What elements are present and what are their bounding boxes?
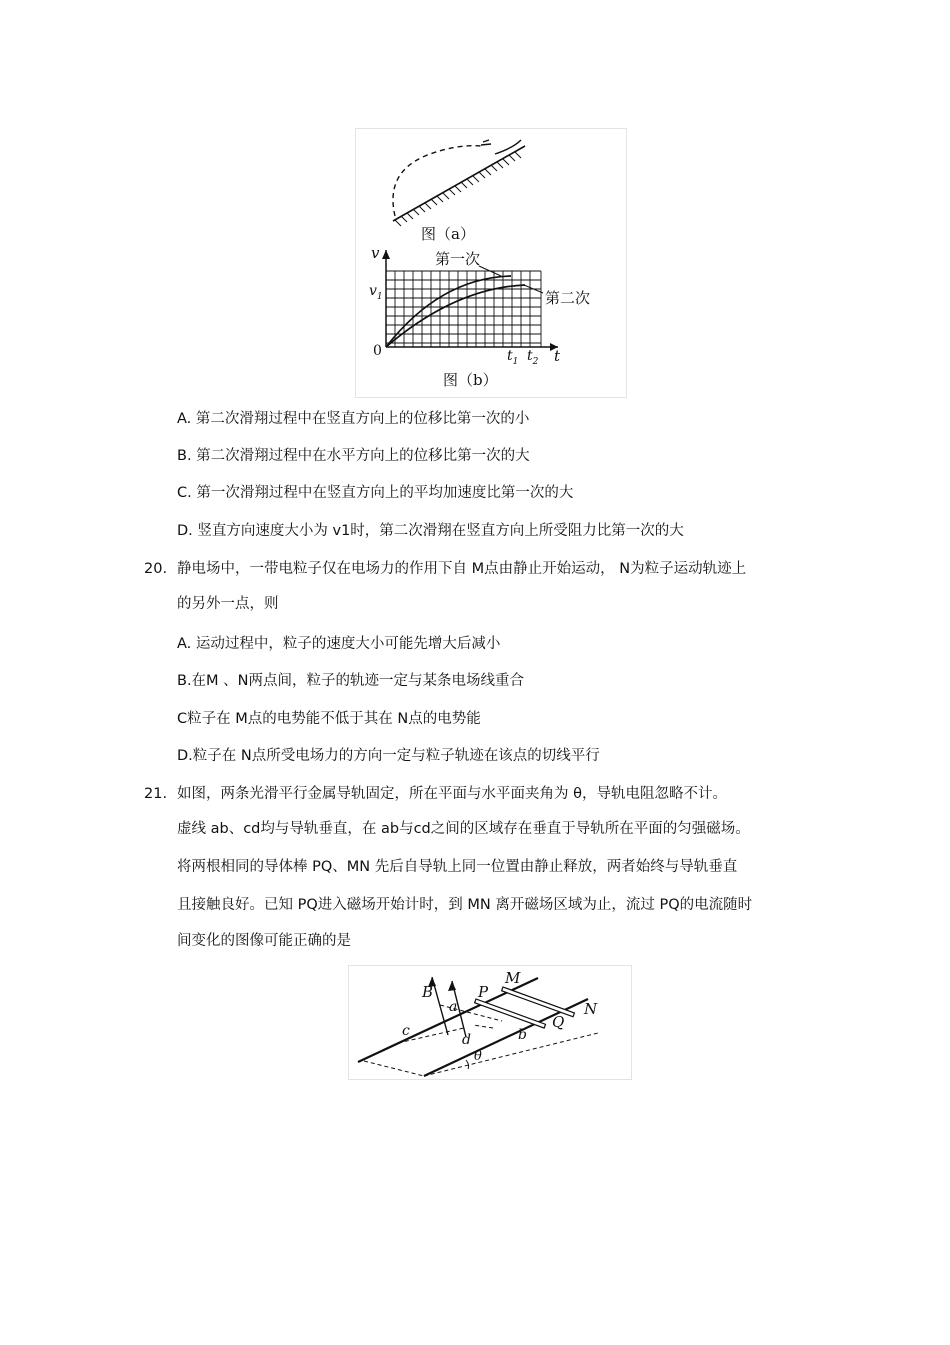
label-d: d xyxy=(462,1032,471,1048)
q19-option-b: B. 第二次滑翔过程中在水平方向上的位移比第一次的大 xyxy=(177,448,530,464)
q20-stem-line1: 静电场中，一带电粒子仅在电场力的作用下自 M点由静止开始运动， N为粒子运动轨迹上 xyxy=(177,561,747,577)
q20-option-d: D.粒子在 N点所受电场力的方向一定与粒子轨迹在该点的切线平行 xyxy=(177,748,600,764)
figure-rails-svg xyxy=(348,965,632,1080)
label-b-field: B xyxy=(422,983,434,1001)
label-a: a xyxy=(449,999,458,1015)
q20-option-c: C粒子在 M点的电势能不低于其在 N点的电势能 xyxy=(177,711,481,727)
q21-line-1: 如图，两条光滑平行金属导轨固定，所在平面与水平面夹角为 θ，导轨电阻忽略不计。 xyxy=(177,786,727,802)
label-m: M xyxy=(505,969,521,987)
q19-option-d: D. 竖直方向速度大小为 v1时，第二次滑翔在竖直方向上所受阻力比第一次的大 xyxy=(177,523,684,539)
t1-letter: t xyxy=(507,348,513,364)
label-b-point: b xyxy=(518,1027,527,1043)
figure-ab-svg xyxy=(355,128,627,398)
q21-line-4: 且接触良好。已知 PQ进入磁场开始计时，到 MN 离开磁场区域为止，流过 PQ的电流随时 xyxy=(177,897,753,913)
label-c: c xyxy=(402,1023,410,1039)
t2-letter: t xyxy=(527,348,533,364)
q20-stem-line2: 的另外一点，则 xyxy=(177,596,279,612)
graph-y-axis-label: v xyxy=(371,244,380,262)
q21-number: 21. xyxy=(144,786,168,802)
q21-line-5: 间变化的图像可能正确的是 xyxy=(177,933,351,949)
graph-t2-label xyxy=(527,348,538,367)
v1-letter: v xyxy=(369,283,377,299)
graph-x-axis-label: t xyxy=(554,347,561,365)
v1-subscript: 1 xyxy=(376,291,383,302)
graph-t1-label xyxy=(507,348,518,367)
label-theta: θ xyxy=(474,1049,482,1064)
q20-option-b: B.在M 、N两点间，粒子的轨迹一定与某条电场线重合 xyxy=(177,673,525,689)
figure-a-caption: 图（a） xyxy=(421,225,475,243)
graph-origin-label: 0 xyxy=(373,343,382,359)
q21-line-3: 将两根相同的导体棒 PQ、MN 先后自导轨上同一位置由静止释放，两者始终与导轨垂直 xyxy=(177,859,738,875)
q21-line-2: 虚线 ab、cd均与导轨垂直，在 ab与cd之间的区域存在垂直于导轨所在平面的匀强磁场。 xyxy=(177,821,750,837)
graph-first-label: 第一次 xyxy=(435,250,481,268)
label-q: Q xyxy=(552,1013,565,1031)
graph-second-label: 第二次 xyxy=(545,289,591,307)
t1-subscript: 1 xyxy=(512,356,519,367)
q19-option-c: C. 第一次滑翔过程中在竖直方向上的平均加速度比第一次的大 xyxy=(177,485,574,501)
label-p: P xyxy=(478,983,489,1001)
q20-number: 20. xyxy=(144,561,168,577)
t2-subscript: 2 xyxy=(532,356,539,367)
q19-option-a: A. 第二次滑翔过程中在竖直方向上的位移比第一次的小 xyxy=(177,411,530,427)
figure-rails xyxy=(348,965,632,1080)
label-n: N xyxy=(584,1000,598,1018)
figure-b-caption: 图（b） xyxy=(443,371,498,389)
figure-ab xyxy=(355,128,627,398)
graph-v1-label xyxy=(369,283,383,302)
q20-option-a: A. 运动过程中，粒子的速度大小可能先增大后减小 xyxy=(177,636,501,652)
